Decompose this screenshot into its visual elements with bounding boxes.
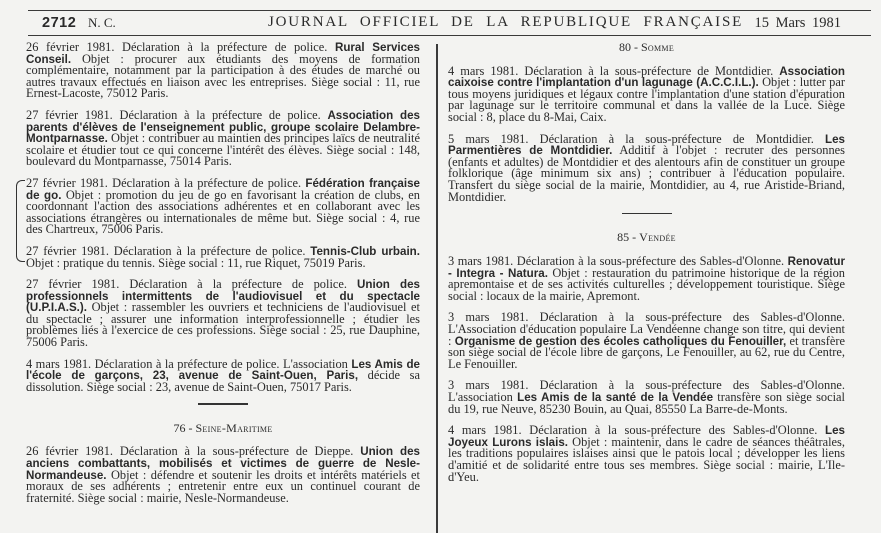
section-name: Vendée — [639, 230, 676, 245]
association-entry — [26, 356, 420, 394]
left-column — [26, 42, 420, 514]
entry-text: décide sa dissolution. Siège social : 23, avenue de Saint-Ouen, 75017 Paris. — [26, 368, 420, 394]
association-entry — [26, 42, 420, 100]
association-name: Union des anciens combattants, mobilisés et victimes de guerre de Nesle-Normandeuse. — [26, 445, 421, 482]
entry-text: 3 mars 1981. Déclaration à la sous-préfecture des Sables-d'Olonne. L'Association d'éducation populaire La Vendéenne change son titre, qui devient : — [448, 310, 845, 348]
entry-text: 3 mars 1981. Déclaration à la sous-préfecture des Sables-d'Olonne. — [448, 254, 788, 269]
section-number: 85 - — [617, 230, 640, 245]
section-name: Seine-Maritime — [195, 420, 273, 435]
entry-text: 27 février 1981. Déclaration à la préfecture de police. — [26, 175, 306, 190]
entry-text: et transfère son siège social de l'école libre de garçons, Le Fenouiller, au 62, rue du Centre, Le Fenouiller. — [448, 333, 845, 371]
association-name: Union des professionnels intermittents de l'audiovisuel et du spectacle (U.P.I.A.S.). — [26, 278, 420, 315]
association-name: Organisme de gestion des écoles catholiques du Fenouiller, — [454, 334, 787, 348]
issue-date: 15 Mars 1981 — [754, 15, 841, 31]
entry-text: Objet : maintenir, dans le cadre de séances théâtrales, les traditions populaires islaises ainsi que le patois local ; développer les liens d'amitié et de solidarité entre tous ses membres. Siège social : mairie, L'Ile-d'Yeu. — [448, 434, 845, 484]
handwritten-bracket-mark — [16, 180, 25, 262]
journal-title: JOURNAL OFFICIEL DE LA REPUBLIQUE FRANÇAISE — [268, 14, 744, 30]
entry-text: Additif à l'objet : recruter des personnes (enfants et adultes) de Montdidier et des alentours afin de constituer un groupe folklorique (âge minimum six ans) ; contribuer à l'éducation populaire. Transfert du siège social de la mairie, Montdidier, au 4, rue Aristide-Briand, Montdidier. — [448, 143, 845, 204]
entry-text: 26 février 1981. Déclaration à la préfecture de police. — [26, 40, 335, 54]
entry-text: Objet : défendre et soutenir les droits et intérêts matériels et moraux de ses adhérents ; entretenir entre eux un continuel courant de fraternité. Siège social : mairie, Nesle-Normandeuse. — [26, 467, 420, 505]
association-name: Association des parents d'élèves de l'enseignement public, groupe scolaire Delambre-Montparnasse. — [26, 108, 420, 146]
page-number: 2712 — [42, 15, 77, 31]
section-heading-85 — [448, 232, 845, 244]
entry-text: 27 février 1981. Déclaration à la préfecture de police. — [26, 243, 311, 258]
association-entry — [448, 256, 845, 302]
association-name: Association caixoise contre l'implantation d'un lagunage (A.C.C.I.L.). — [448, 64, 845, 90]
entry-text: Objet : procurer aux étudiants des moyens de formation complémentaire, notamment par la participation à des études de marché ou autres travaux effectués en liaison avec les entreprises. Siège social : 11, rue Ernest-Lacoste, 75012 Paris. — [26, 51, 420, 101]
right-column — [448, 42, 845, 493]
association-entry — [26, 279, 420, 349]
association-name: Rural Services Conseil. — [26, 41, 420, 66]
association-name: Les Amis de l'école de garçons, 23, avenue de Saint-Ouen, Paris, — [26, 357, 420, 383]
association-entry — [448, 131, 845, 204]
section-separator — [622, 213, 672, 214]
association-name: Fédération française de go. — [26, 176, 420, 202]
edition-label: N. C. — [88, 15, 116, 30]
entry-text: Objet : lutter par tous moyens juridiques et légaux contre l'implantation d'une station d'épuration par lagunage sur le territoire communal et dans la vallée de la Luce. Siège social : 8, place du 8-Mai, Caix. — [448, 75, 845, 124]
entry-text: transfère son siège social du 19, rue Neuve, 85230 Bouin, au Quai, 85550 La Barre-de-Monts. — [448, 389, 845, 416]
entry-text: 27 février 1981. Déclaration à la préfecture de police. — [26, 107, 328, 122]
section-heading-76 — [26, 420, 420, 435]
association-entry — [26, 243, 420, 270]
association-entry — [26, 107, 420, 169]
association-entry — [448, 312, 845, 370]
association-entry — [448, 425, 845, 483]
association-name: Les Amis de la santé de la Vendée — [517, 390, 714, 404]
entry-text: 4 mars 1981. Déclaration à la sous-préfecture des Sables-d'Olonne. — [448, 423, 826, 438]
association-name: Les Parmentières de Montdidier. — [448, 132, 845, 158]
entry-text: Objet : pratique du tennis. Siège social : 11, rue Riquet, 75019 Paris. — [26, 255, 366, 270]
entries-85 — [448, 256, 845, 483]
entry-text: 26 février 1981. Déclaration à la sous-préfecture de Dieppe. — [26, 444, 361, 459]
header-top-rule — [28, 10, 871, 11]
entry-text: 4 mars 1981. Déclaration à la préfecture de police. L'association — [26, 356, 352, 371]
entry-text: 5 mars 1981. Déclaration à la sous-préfecture de Montdidier. — [448, 131, 826, 146]
entry-text: 27 février 1981. Déclaration à la préfecture de police. — [26, 277, 358, 292]
association-entry — [448, 63, 845, 124]
entry-text: 4 mars 1981. Déclaration à la sous-préfecture de Montdidier. — [448, 63, 780, 78]
association-name: Les Joyeux Lurons islais. — [448, 424, 845, 449]
header-bottom-rule — [28, 35, 871, 36]
entry-text: Objet : contribuer au maintien des principes laïcs de neutralité scolaire et étudier tout ce qui concerne l'intérêt des élèves. Siège social : 148, boulevard du Montparnasse, 75014 Paris. — [26, 131, 420, 169]
association-entry — [448, 380, 845, 415]
section-number: 80 - — [618, 40, 641, 54]
entry-text: Objet : restauration du patrimoine historique de la région apremontaise et de ses activités culturelles ; développement touristique. Siège social : locaux de la mairie, Apremont. — [448, 265, 845, 303]
association-name: Tennis-Club urbain. — [310, 244, 420, 258]
page-header — [28, 12, 871, 34]
entry-text: Objet : rassembler les ouvriers et techniciens de l'audiovisuel et du spectacle ; assurer une information interprofessionnelle ; étudier les problèmes liés à l'exercice de ces professions. Siège social : 25, rue Dauphine, 75006 Paris. — [26, 300, 420, 350]
section-name: Somme — [640, 40, 675, 54]
entry-text: 3 mars 1981. Déclaration à la sous-préfecture des Sables-d'Olonne. L'association — [448, 378, 845, 404]
entry-text: Objet : promotion du jeu de go en favorisant la création de clubs, en coordonnant l'action des associations adhérentes et en collaborant avec les associations étrangères ou internationales de même but. Siège social : 4, rue des Chartreux, 75006 Paris. — [26, 187, 420, 237]
section-heading-80 — [448, 42, 845, 54]
left-entries — [26, 42, 420, 393]
association-entry — [26, 446, 420, 504]
entries-76 — [26, 446, 420, 504]
section-number: 76 - — [173, 420, 196, 435]
association-entry — [26, 175, 420, 237]
entries-80 — [448, 63, 845, 204]
column-divider — [436, 44, 438, 533]
association-name: Renovatur - Integra - Natura. — [448, 255, 845, 280]
section-separator — [198, 403, 248, 404]
